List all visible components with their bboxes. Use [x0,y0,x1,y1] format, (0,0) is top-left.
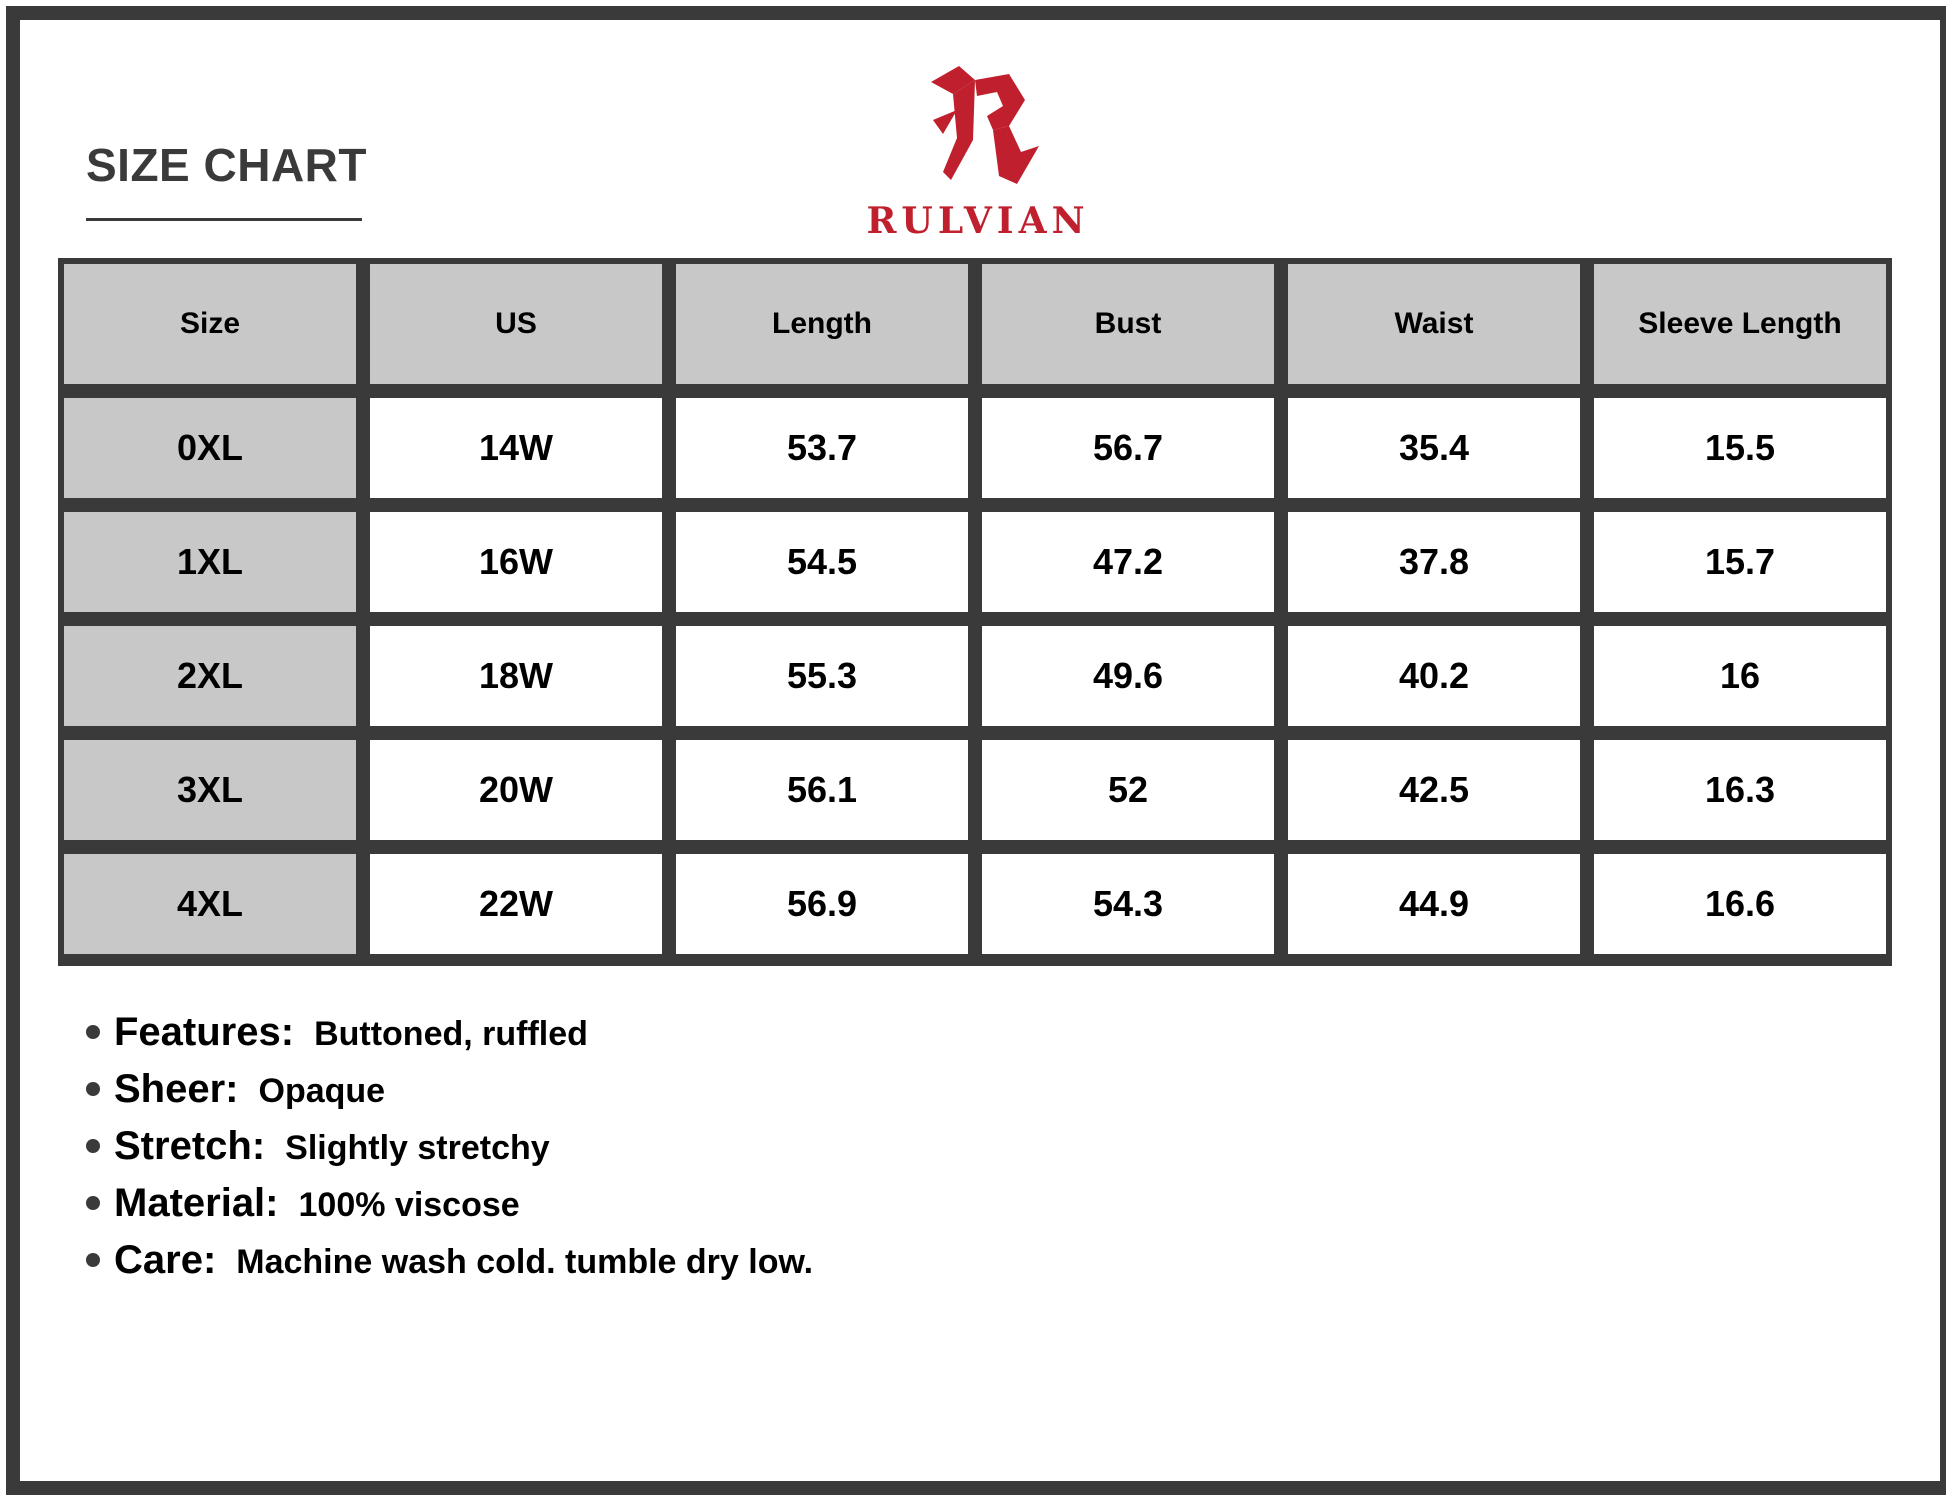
bullet-icon [86,1082,100,1096]
bullet-icon [86,1196,100,1210]
table-cell: 56.7 [982,398,1274,498]
table-row [58,398,1892,498]
size-cell: 0XL [64,398,356,498]
feature-item [86,1124,813,1181]
feature-label: Material: [114,1181,279,1225]
size-cell: 3XL [64,740,356,840]
table-cell: 53.7 [676,398,968,498]
header-cell: Bust [982,264,1274,384]
table-header-row [58,264,1892,384]
feature-item [86,1238,813,1295]
feature-value: Buttoned, ruffled [314,1015,588,1053]
size-cell: 4XL [64,854,356,954]
table-row [58,740,1892,840]
bullet-icon [86,1025,100,1039]
header-cell: Length [676,264,968,384]
bullet-icon [86,1253,100,1267]
feature-label: Sheer: [114,1067,239,1111]
header-cell: Sleeve Length [1594,264,1886,384]
table-cell: 15.5 [1594,398,1886,498]
table-cell: 42.5 [1288,740,1580,840]
table-row [58,854,1892,954]
table-cell: 54.5 [676,512,968,612]
feature-item [86,1067,813,1124]
feature-value: Opaque [258,1072,386,1110]
table-cell: 56.9 [676,854,968,954]
table-cell: 22W [370,854,662,954]
table-cell: 20W [370,740,662,840]
title-underline [86,218,362,221]
table-cell: 47.2 [982,512,1274,612]
features-list [86,1010,813,1295]
table-cell: 40.2 [1288,626,1580,726]
feature-label: Features: [114,1010,295,1054]
table-cell: 55.3 [676,626,968,726]
table-cell: 54.3 [982,854,1274,954]
feature-value: 100% viscose [298,1186,520,1224]
table-cell: 16W [370,512,662,612]
size-cell: 1XL [64,512,356,612]
feature-label: Care: [114,1238,217,1282]
feature-value: Machine wash cold. tumble dry low. [236,1243,814,1281]
table-cell: 18W [370,626,662,726]
table-cell: 56.1 [676,740,968,840]
header-cell: US [370,264,662,384]
size-table [58,258,1892,966]
table-cell: 16.6 [1594,854,1886,954]
table-cell: 49.6 [982,626,1274,726]
table-cell: 16.3 [1594,740,1886,840]
brand-logo [858,60,1098,240]
table-cell: 16 [1594,626,1886,726]
size-cell: 2XL [64,626,356,726]
header-cell: Size [64,264,356,384]
bullet-icon [86,1139,100,1153]
table-cell: 44.9 [1288,854,1580,954]
feature-value: Slightly stretchy [285,1129,550,1167]
table-cell: 37.8 [1288,512,1580,612]
r-letter-logo-icon [913,60,1043,194]
table-cell: 35.4 [1288,398,1580,498]
table-cell: 14W [370,398,662,498]
table-row [58,626,1892,726]
feature-item [86,1181,813,1238]
brand-name: RULVIAN [866,200,1090,242]
table-cell: 15.7 [1594,512,1886,612]
feature-item [86,1010,813,1067]
feature-label: Stretch: [114,1124,266,1168]
header-cell: Waist [1288,264,1580,384]
table-cell: 52 [982,740,1274,840]
page-title: SIZE CHART [86,139,367,191]
table-row [58,512,1892,612]
